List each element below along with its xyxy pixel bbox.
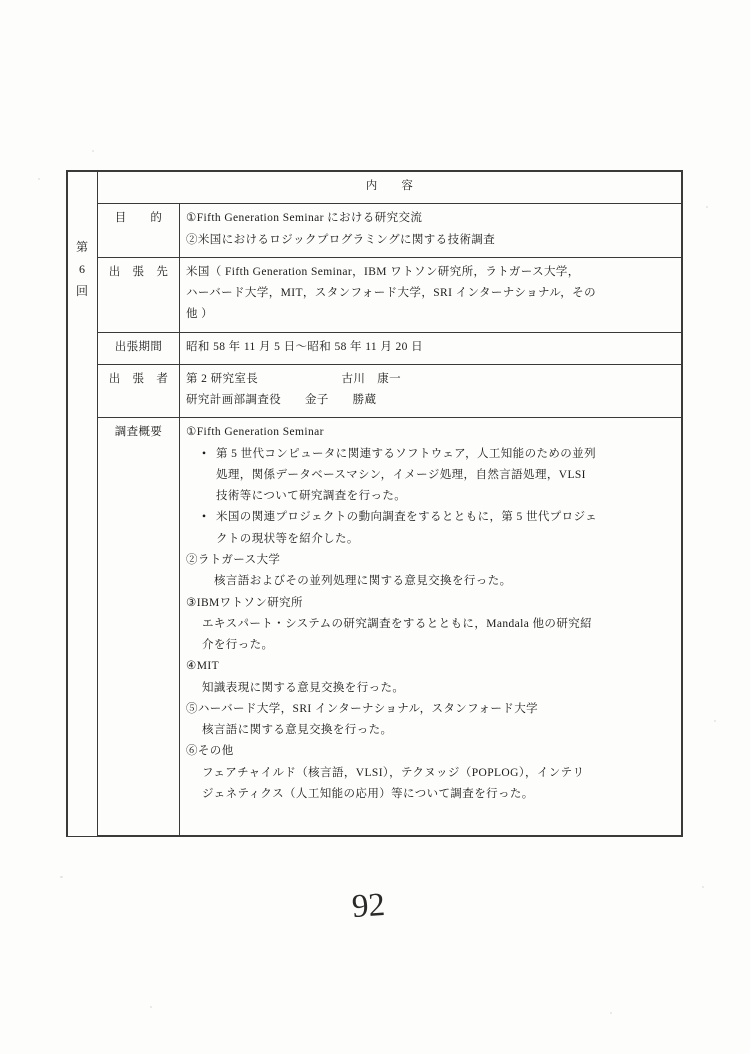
round-marker-2: 回 xyxy=(75,284,89,299)
round-marker-cell xyxy=(68,172,98,836)
scan-speck xyxy=(714,720,716,722)
text-line: 第 2 研究室長 古川 康一 xyxy=(186,372,401,385)
text-line: クトの現状等を紹介した。 xyxy=(216,532,359,545)
table-row xyxy=(68,257,682,332)
row-body-period xyxy=(180,332,682,364)
text-line: エキスパート・システムの研究調査をするとともに，Mandala 他の研究紹 xyxy=(202,617,593,630)
text-line: ⑥その他 xyxy=(186,745,234,758)
row-body-destination xyxy=(180,257,682,332)
round-marker-0: 第 xyxy=(75,240,89,254)
text-line: ②ラトガース大学 xyxy=(186,553,281,566)
text-line: 昭和 58 年 11 月 5 日〜昭和 58 年 11 月 20 日 xyxy=(186,340,423,353)
text-line: ②米国におけるロジックプログラミングに関する技術調査 xyxy=(186,233,496,246)
scan-speck xyxy=(706,206,708,208)
text-line: 他 ） xyxy=(186,308,214,321)
round-marker-1: 6 xyxy=(79,262,86,277)
table-row xyxy=(68,364,682,418)
row-label-travelers: 出 張 者 xyxy=(98,364,180,418)
row-label-summary: 調査概要 xyxy=(98,418,180,836)
text-line: 核言語およびその並列処理に関する意見交換を行った。 xyxy=(214,575,512,588)
scan-speck xyxy=(92,150,94,152)
row-body-travelers xyxy=(180,364,682,418)
scan-speck xyxy=(38,178,40,180)
text-line: 知識表現に関する意見交換を行った。 xyxy=(202,681,405,694)
text-line: ハーバード大学，MIT，スタンフォード大学，SRI インターナショナル，その xyxy=(186,287,596,300)
text-line: ①Fifth Generation Seminar xyxy=(186,426,324,439)
text-line-bullet: • 米国の関連プロジェクトの動向調査をするとともに，第 5 世代プロジェ xyxy=(186,507,675,528)
table-row xyxy=(68,204,682,258)
scan-speck xyxy=(150,1006,152,1008)
scan-speck xyxy=(60,876,63,878)
row-label-period: 出張期間 xyxy=(98,332,180,364)
text-line: 米国（ Fifth Generation Seminar，IBM ワトソン研究所，ラトガース大学， xyxy=(186,265,580,278)
text-line: ジェネティクス（人工知能の応用）等について調査を行った。 xyxy=(202,787,534,800)
report-table xyxy=(66,170,683,837)
round-marker-stack xyxy=(74,176,91,373)
content-header: 内 容 xyxy=(98,172,682,204)
table-row xyxy=(68,332,682,364)
row-label-purpose: 目 的 xyxy=(98,204,180,258)
text-line: 処理，関係データベースマシン，イメージ処理，自然言語処理，VLSI xyxy=(216,468,586,481)
row-body-purpose xyxy=(180,204,682,258)
text-line-bullet: • 第 5 世代コンピュータに関連するソフトウェア，人工知能のための並列 xyxy=(186,444,675,465)
text-line: 研究計画部調査役 金子 勝蔵 xyxy=(186,394,377,407)
page-number: 92 xyxy=(350,886,387,926)
text-line: ③IBMワトソン研究所 xyxy=(186,596,303,609)
text-line: 技術等について研究調査を行った。 xyxy=(216,490,407,503)
row-label-destination: 出 張 先 xyxy=(98,257,180,332)
text-line: ①Fifth Generation Seminar における研究交流 xyxy=(186,212,423,225)
text-line: 介を行った。 xyxy=(202,639,274,652)
row-body-summary xyxy=(180,418,682,836)
text-line: ④MIT xyxy=(186,660,219,673)
table-header-row xyxy=(68,172,682,204)
text-line: ⑤ハーバード大学，SRI インターナショナル，スタンフォード大学 xyxy=(186,702,539,715)
text-line: フェアチャイルド（核言語，VLSI），テクヌッジ（POPLOG），インテリ xyxy=(202,766,585,779)
table-row xyxy=(68,418,682,836)
scan-speck xyxy=(702,886,704,888)
scan-speck xyxy=(610,1012,612,1014)
text-line: 核言語に関する意見交換を行った。 xyxy=(202,724,393,737)
